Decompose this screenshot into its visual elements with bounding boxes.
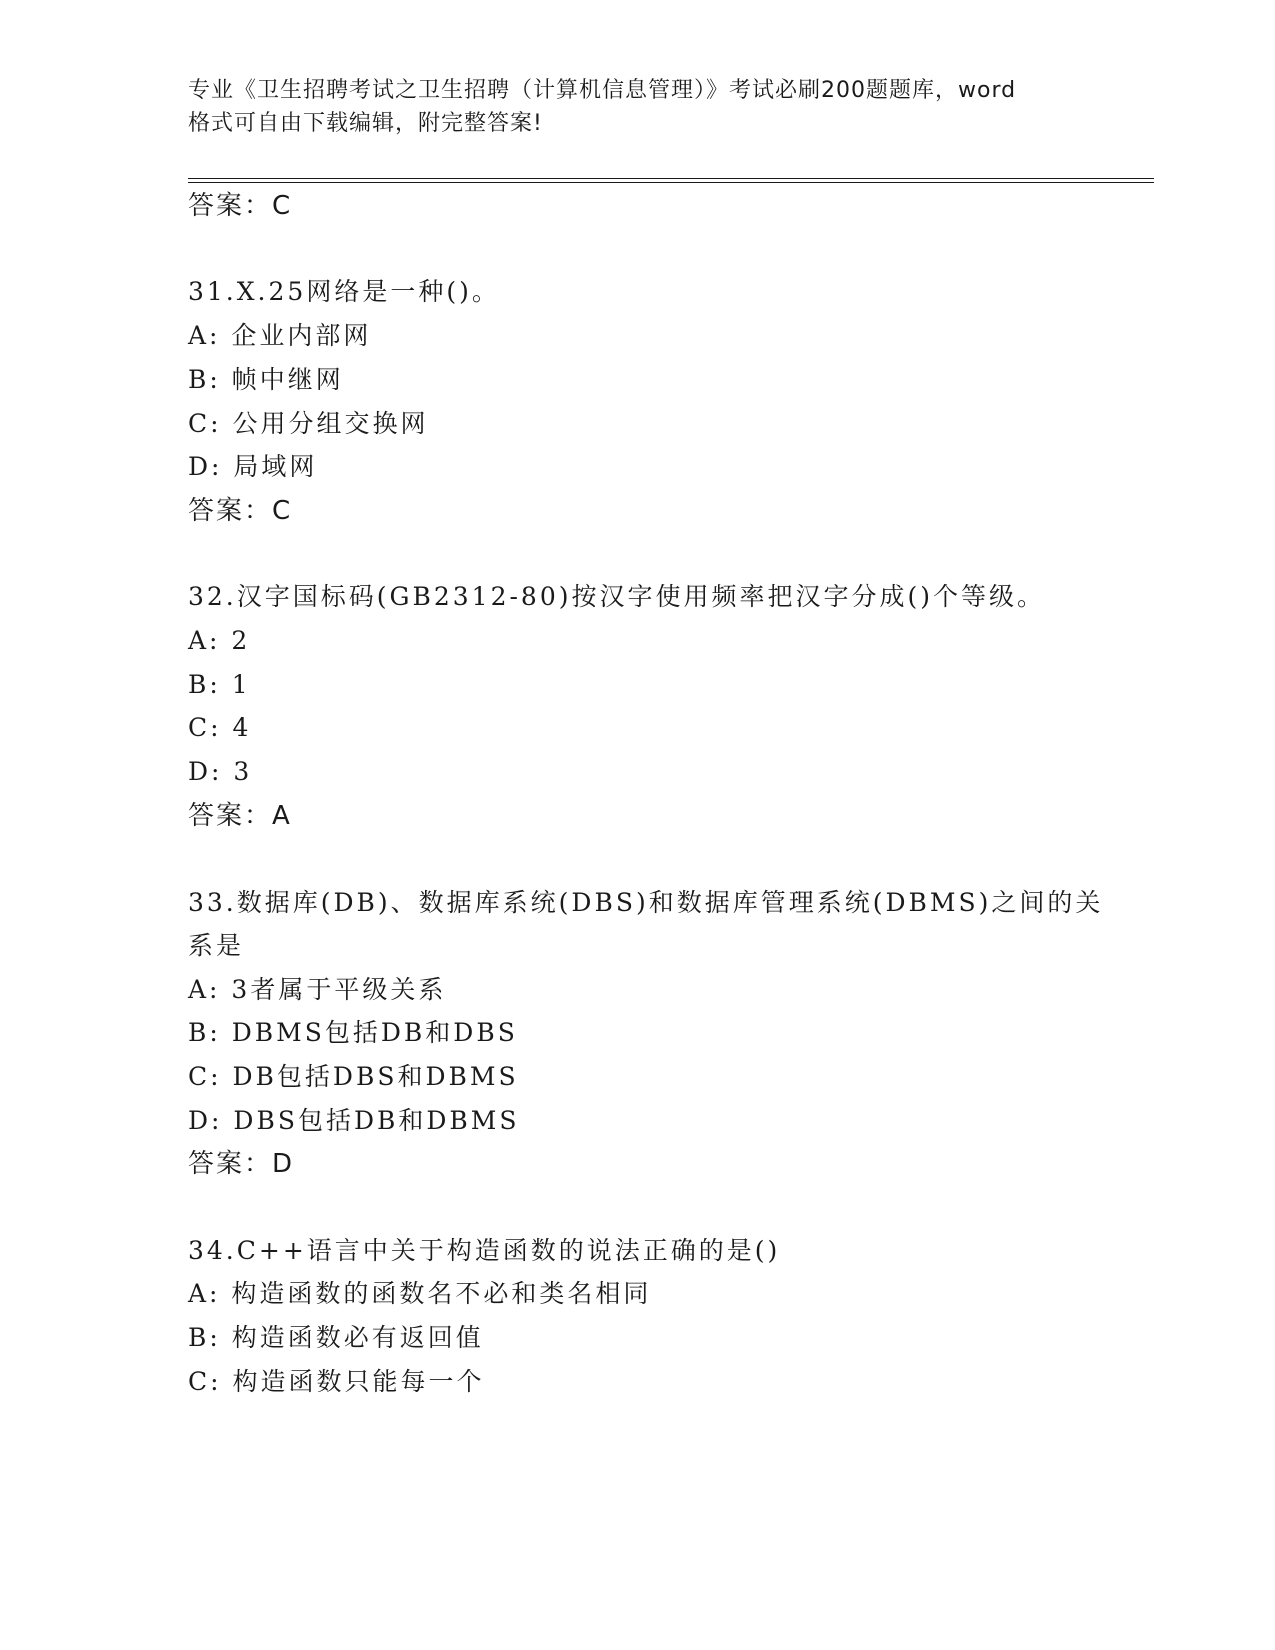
answer-q30: 答案：C xyxy=(188,191,293,221)
question-33-line-2: 系是 xyxy=(188,931,245,960)
question-31: 31.X.25网络是一种()。 xyxy=(188,277,500,306)
q32-option-d: D: 3 xyxy=(188,757,253,786)
q31-option-d: D: 局域网 xyxy=(188,452,318,481)
q33-option-d: D: DBS包括DB和DBMS xyxy=(188,1106,520,1135)
answer-q32: 答案：A xyxy=(188,801,292,831)
q33-option-a: A: 3者属于平级关系 xyxy=(188,975,447,1004)
q34-option-c: C: 构造函数只能每一个 xyxy=(188,1367,485,1396)
q32-option-a: A: 2 xyxy=(188,626,251,655)
header-line-1: 专业《卫生招聘考试之卫生招聘（计算机信息管理）》考试必刷200题题库，word xyxy=(188,78,1017,103)
question-32: 32.汉字国标码(GB2312-80)按汉字使用频率把汉字分成()个等级。 xyxy=(188,582,1045,611)
answer-q31: 答案：C xyxy=(188,496,293,526)
question-34: 34.C++语言中关于构造函数的说法正确的是() xyxy=(188,1236,781,1265)
header-divider-bottom xyxy=(188,182,1154,183)
q31-option-c: C: 公用分组交换网 xyxy=(188,409,429,438)
q34-option-a: A: 构造函数的函数名不必和类名相同 xyxy=(188,1279,652,1308)
header-line-2: 格式可自由下载编辑，附完整答案! xyxy=(188,111,543,136)
q32-option-c: C: 4 xyxy=(188,713,252,742)
q33-option-b: B: DBMS包括DB和DBS xyxy=(188,1018,518,1047)
q32-option-b: B: 1 xyxy=(188,670,251,699)
header-divider-top xyxy=(188,178,1154,179)
q31-option-a: A: 企业内部网 xyxy=(188,321,372,350)
question-33-line-1: 33.数据库(DB)、数据库系统(DBS)和数据库管理系统(DBMS)之间的关 xyxy=(188,888,1104,917)
q31-option-b: B: 帧中继网 xyxy=(188,365,344,394)
q33-option-c: C: DB包括DBS和DBMS xyxy=(188,1062,519,1091)
document-header xyxy=(188,74,1088,140)
q34-option-b: B: 构造函数必有返回值 xyxy=(188,1323,484,1352)
answer-q33: 答案：D xyxy=(188,1149,295,1179)
